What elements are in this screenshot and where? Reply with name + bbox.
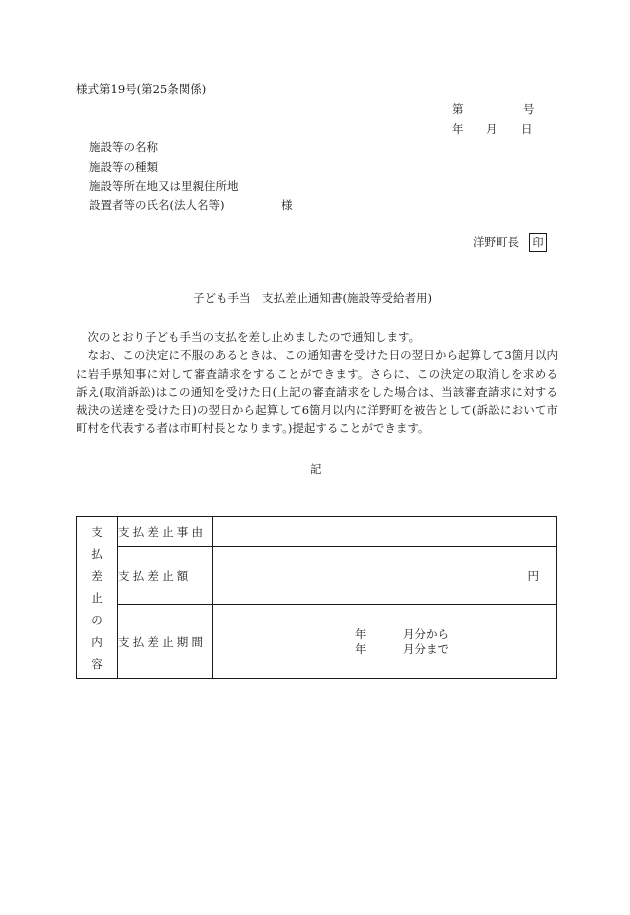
facility-name-label: 施設等の名称 xyxy=(89,140,158,154)
mayor-name: 洋野町長 xyxy=(473,235,519,249)
period-from-text: 月分から xyxy=(403,626,449,641)
document-title: 子ども手当 支払差止通知書(施設等受給者用) xyxy=(193,291,432,305)
suspension-details-table xyxy=(76,516,557,679)
seal-box: 印 xyxy=(529,233,547,252)
amount-value xyxy=(213,547,557,605)
period-value xyxy=(213,605,557,679)
form-number: 様式第19号(第25条関係) xyxy=(76,82,207,96)
amount-label: 支払差止額 xyxy=(118,547,213,605)
side-char: 差 xyxy=(91,568,103,583)
period-to-text: 月分まで xyxy=(403,641,449,656)
side-label xyxy=(77,517,118,679)
ki-heading: 記 xyxy=(310,462,322,476)
period-block xyxy=(355,627,449,657)
honorific: 様 xyxy=(281,198,293,212)
period-label: 支払差止期間 xyxy=(118,605,213,679)
period-to-year: 年 xyxy=(355,641,367,656)
body-text xyxy=(76,328,558,438)
date-day: 日 xyxy=(521,122,533,136)
yen-unit: 円 xyxy=(527,568,539,583)
doc-number-prefix: 第 xyxy=(452,102,464,116)
date-year: 年 xyxy=(452,122,464,136)
side-char: 払 xyxy=(91,546,103,561)
date-month: 月 xyxy=(486,122,498,136)
body-paragraph-2: なお、この決定に不服のあるときは、この通知書を受けた日の翌日から起算して3箇月以内に岩手県知事に対して審査請求をすることができます。さらに、この決定の取消しを求める訴え(取消訴訟)はこの通知を受けた日(上記の審査請求をした場合は、当該審査請求に対する裁決の送達を受けた日)の翌日から起算して6箇月以内に洋野町を被告として(訴訟において市町村を代表する者は市町村長となります。)提起することができます。 xyxy=(76,348,558,436)
side-char: 内 xyxy=(91,634,103,649)
period-to-line xyxy=(355,642,449,657)
founder-name-label: 設置者等の氏名(法人名等) xyxy=(89,198,225,212)
period-from-year: 年 xyxy=(355,626,367,641)
side-char: 容 xyxy=(91,656,103,671)
facility-type-label: 施設等の種類 xyxy=(89,160,158,174)
facility-address-label: 施設等所在地又は里親住所地 xyxy=(89,179,239,193)
body-paragraph-1: 次のとおり子ども手当の支払を差し止めましたので通知します。 xyxy=(87,330,421,344)
side-char: 止 xyxy=(91,590,103,605)
reason-value xyxy=(213,517,557,547)
period-from-line xyxy=(355,627,449,642)
reason-label: 支払差止事由 xyxy=(118,517,213,547)
side-char: 支 xyxy=(91,524,103,539)
side-char: の xyxy=(91,612,103,627)
doc-number-suffix: 号 xyxy=(523,102,535,116)
